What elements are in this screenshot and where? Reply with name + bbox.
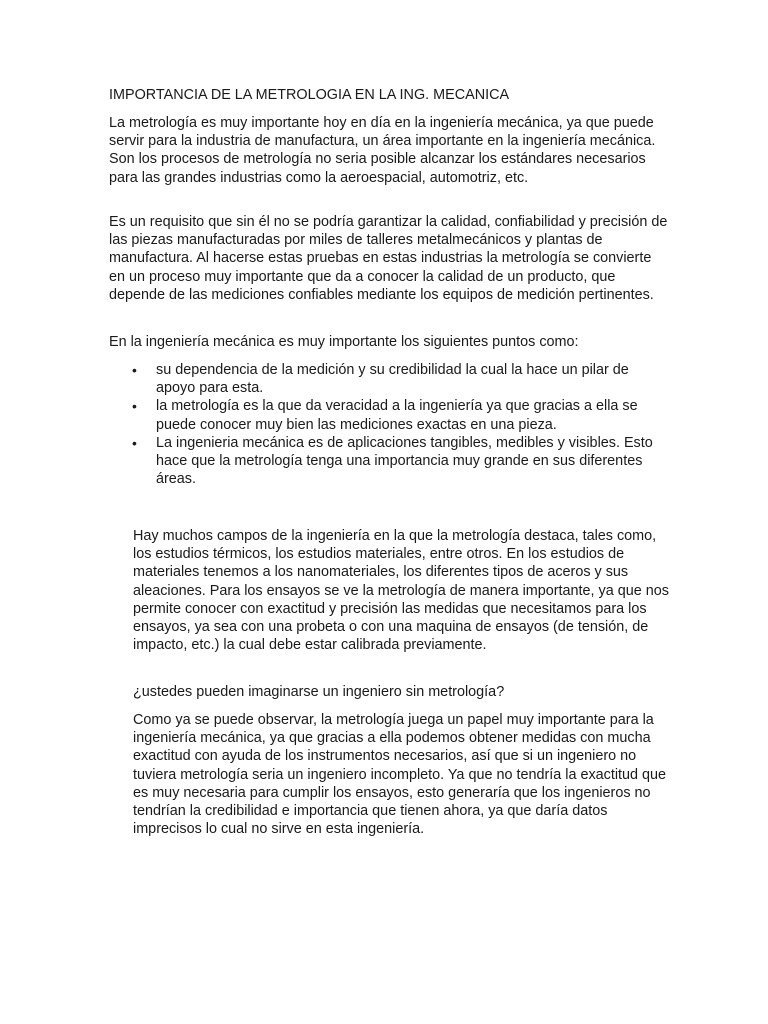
list-item-text: la metrología es la que da veracidad a la ingeniería ya que gracias a ella se puede conocer muy bien las mediciones exactas en una pieza. <box>156 398 638 433</box>
bullet-icon: • <box>132 362 137 378</box>
document-title: IMPORTANCIA DE LA METROLOGIA EN LA ING. MECANICA <box>109 87 510 103</box>
paragraph-intro: La metrología es muy importante hoy en día en la ingeniería mecánica, ya que puede servir para la industria de manufactura, un área importante en la ingeniería mecánica. Son los procesos de metrología no seria posible alcanzar los estándares necesarios para las grandes industrias como la aeroespacial, automotriz, etc. <box>109 115 656 186</box>
paragraph-fields: Hay muchos campos de la ingeniería en la que la metrología destaca, tales como, los estudios térmicos, los estudios materiales, entre otros. En los estudios de materiales tenemos a los nanomateriales, los diferentes tipos de aceros y sus aleaciones. Para los ensayos se ve la metrología de manera importante, ya que nos permite conocer con exactitud y precisión las medidas que necesitamos para los ensayos, ya sea con una probeta o con una maquina de ensayos (de tensión, de impacto, etc.) la cual debe estar calibrada previamente. <box>133 528 669 654</box>
paragraph-list-intro: En la ingeniería mecánica es muy importante los siguientes puntos como: <box>109 334 579 350</box>
paragraph-question: ¿ustedes pueden imaginarse un ingeniero sin metrología? <box>133 684 505 700</box>
bullet-icon: • <box>132 434 137 451</box>
bullet-list <box>109 361 669 488</box>
list-item <box>109 434 669 489</box>
paragraph-conclusion: Como ya se puede observar, la metrología juega un papel muy importante para la ingeniería mecánica, ya que gracias a ella podemos obtener medidas con mucha exactitud con ayuda de los instrumentos necesarios, así que si un ingeniero no tuviera metrología seria un ingeniero incompleto. Ya que no tendría la exactitud que es muy necesaria para cumplir los ensayos, esto generaría que los ingenieros no tendrían la credibilidad e importancia que tienen ahora, ya que daría datos imprecisos lo cual no sirve en esta ingeniería. <box>133 712 667 838</box>
list-item-text: su dependencia de la medición y su credibilidad la cual la hace un pilar de apoyo para esta. <box>156 362 629 397</box>
list-item <box>109 397 669 433</box>
list-item-text: La ingenieria mecánica es de aplicaciones tangibles, medibles y visibles. Esto hace que la metrología tenga una importancia muy grande en sus diferentes áreas. <box>156 434 653 488</box>
list-item <box>109 361 669 397</box>
bullet-icon: • <box>132 398 137 415</box>
paragraph-requirement: Es un requisito que sin él no se podría garantizar la calidad, confiabilidad y precisión de las piezas manufacturadas por miles de talleres metalmecánicos y plantas de manufactura. Al hacerse estas pruebas en estas industrias la metrología se convierte en un proceso muy importante que da a conocer la calidad de un producto, que depende de las mediciones confiables mediante los equipos de medición pertinentes. <box>109 214 668 303</box>
